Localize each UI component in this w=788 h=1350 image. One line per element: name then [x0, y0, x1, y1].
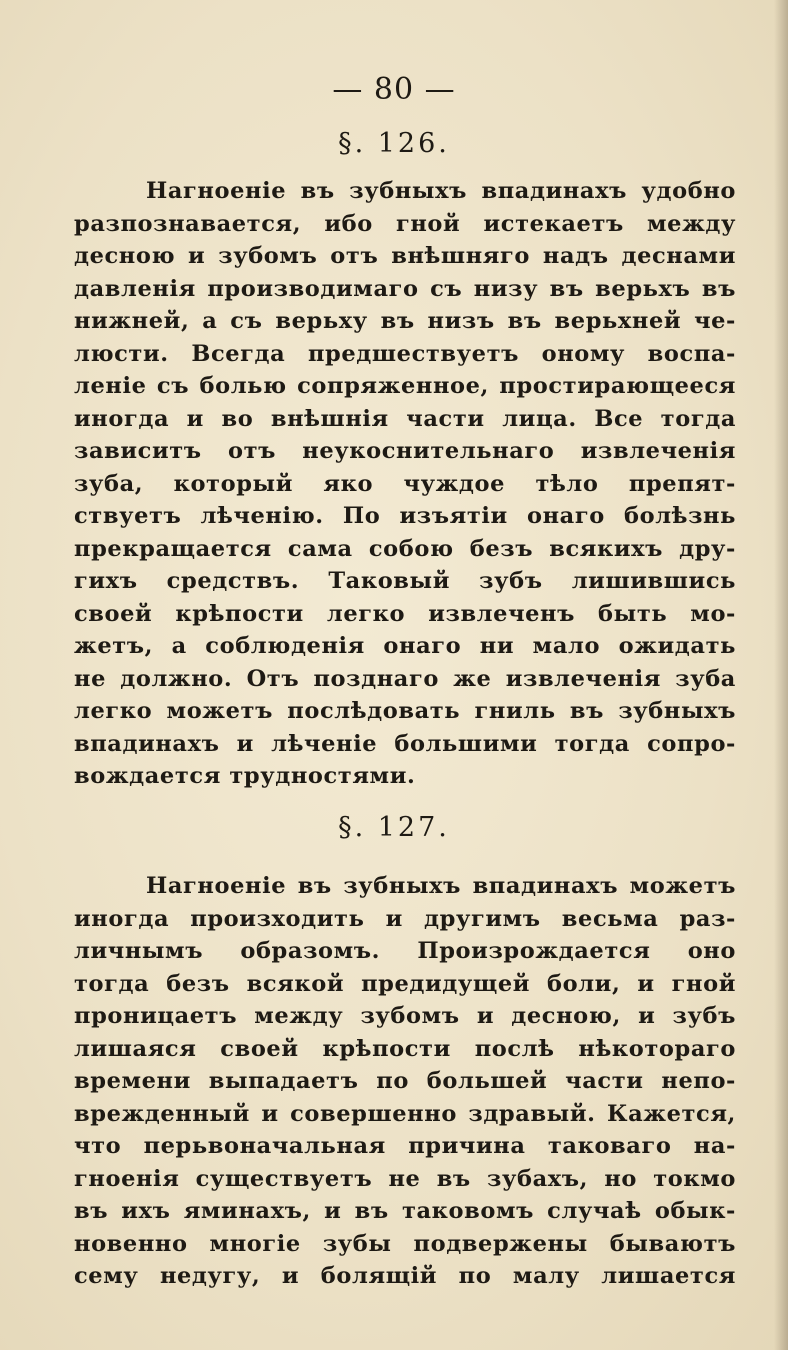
text-line: вождается трудностями.: [74, 763, 416, 789]
text-line: десною и зубомъ отъ внѣшняго надъ деснами: [74, 243, 736, 269]
text-line: тогда безъ всякой предидущей боли, и гной: [74, 970, 736, 997]
section-heading-127: §. 127.: [338, 812, 450, 843]
section-heading-126: §. 126.: [338, 128, 450, 159]
text-line: сему недугу, и болящій по малу лишается: [74, 1263, 736, 1289]
text-line: ствуетъ лѣченію. По изъятіи онаго болѣзнь: [74, 503, 736, 529]
text-line: новенно многіе зубы подвержены бываютъ: [74, 1230, 736, 1257]
text-line: зависитъ отъ неукоснительнаго извлеченія: [74, 438, 736, 464]
text-line: нижней, а съ верьху въ низъ въ верьхней че-: [74, 308, 736, 334]
text-line: своей крѣпости легко извлеченъ быть мо-: [74, 600, 736, 627]
page-number: — 80 —: [332, 72, 456, 107]
text-line: иногда и во внѣшнія части лица. Все тогда: [74, 405, 736, 432]
text-line: разпознавается, ибо гной истекаетъ между: [74, 210, 736, 237]
text-line: люсти. Всегда предшествуетъ оному воспа-: [74, 340, 736, 367]
page-edge-shadow: [774, 0, 788, 1350]
text-line: что перьвоначальная причина таковаго на-: [74, 1133, 736, 1159]
section-127-paragraph: [74, 870, 736, 1293]
text-line: жетъ, а соблюденія онаго ни мало ожидать: [74, 633, 736, 659]
text-line: иногда произходить и другимъ весьма раз-: [74, 905, 736, 932]
text-line: Нагноеніе въ зубныхъ впадинахъ можетъ: [146, 873, 736, 899]
text-line: лишаяся своей крѣпости послѣ нѣкотораго: [74, 1035, 736, 1062]
text-line: легко можетъ послѣдовать гниль въ зубныхъ: [74, 698, 736, 724]
text-line: личнымъ образомъ. Произрождается оно: [74, 938, 736, 964]
text-line: зуба, который яко чуждое тѣло препят-: [74, 470, 736, 497]
text-line: проницаетъ между зубомъ и десною, и зубъ: [74, 1003, 736, 1029]
text-line: гноенія существуетъ не въ зубахъ, но токмо: [74, 1165, 736, 1192]
text-line: Нагноеніе въ зубныхъ впадинахъ удобно: [146, 178, 736, 204]
text-line: не должно. Отъ позднаго же извлеченія зуба: [74, 665, 736, 692]
text-line: прекращается сама собою безъ всякихъ дру-: [74, 535, 736, 562]
text-line: впадинахъ и лѣченіе большими тогда сопро-: [74, 730, 736, 757]
text-line: леніе съ болью сопряженное, простирающееся: [74, 373, 736, 399]
text-line: врежденный и совершенно здравый. Кажется,: [74, 1100, 736, 1127]
section-126-paragraph: [74, 175, 736, 793]
text-line: гихъ средствъ. Таковый зубъ лишившись: [74, 568, 736, 594]
text-line: давленія производимаго съ низу въ верьхъ въ: [74, 275, 736, 302]
text-line: времени выпадаетъ по большей части непо-: [74, 1068, 736, 1094]
text-line: въ ихъ яминахъ, и въ таковомъ случаѣ обык-: [74, 1198, 736, 1224]
